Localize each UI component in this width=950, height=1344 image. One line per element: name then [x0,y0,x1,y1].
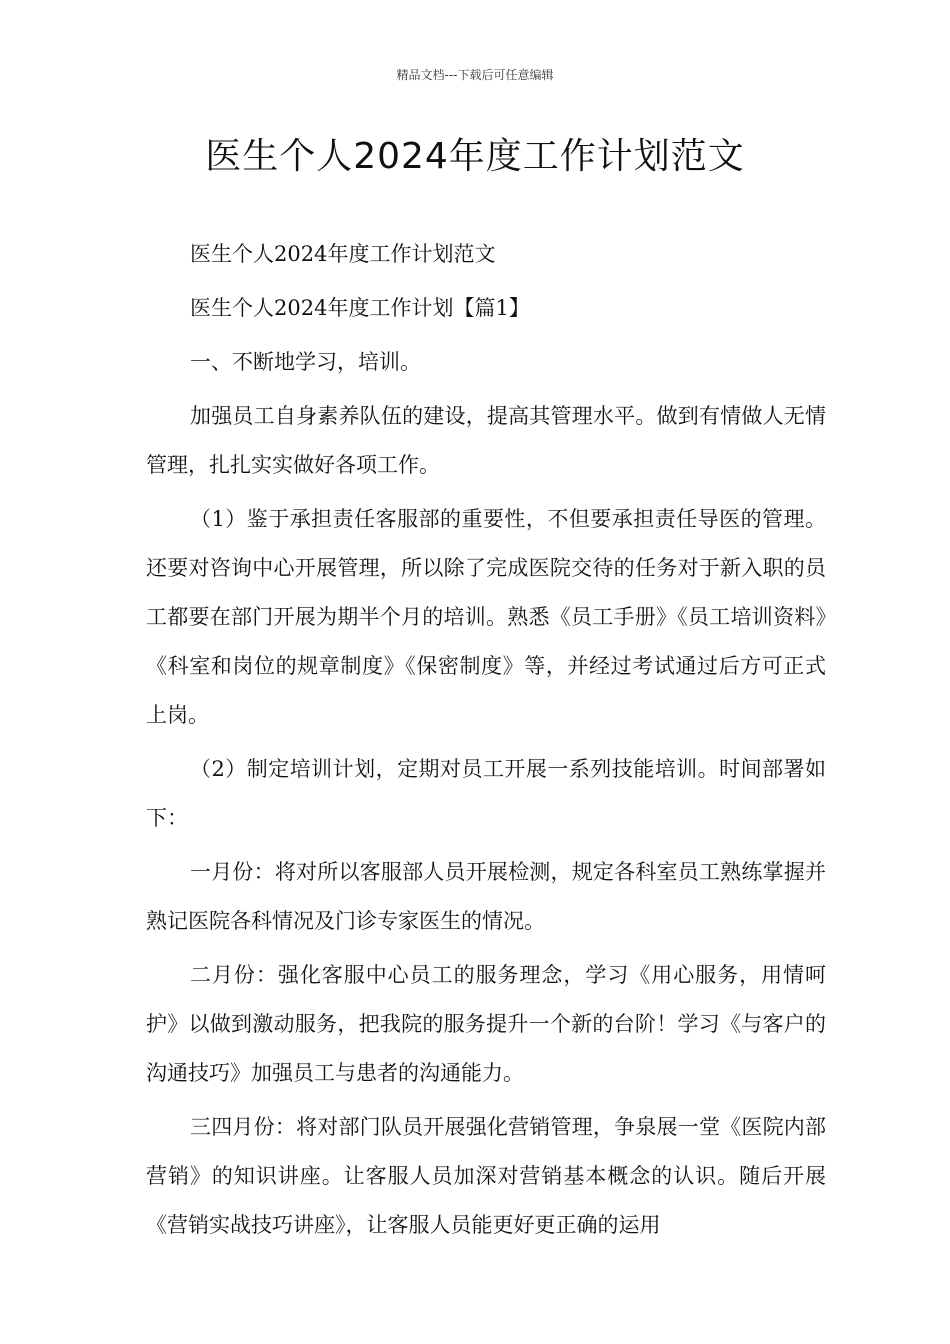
document-body [146,230,826,1255]
header-note: 精品文档---下载后可任意编辑 [396,68,554,82]
paragraph-body: （2）制定培训计划，定期对员工开展一系列技能培训。时间部署如下： [146,757,826,830]
paragraph-item-heading: 一、不断地学习，培训。 [190,350,421,374]
paragraph-section-heading: 医生个人2024年度工作计划【篇1】 [190,296,530,320]
paragraph-body: 三四月份：将对部门队员开展强化营销管理，争泉展一堂《医院内部营销》的知识讲座。让客服人员加深对营销基本概念的认识。随后开展《营销实战技巧讲座》，让客服人员能更好更正确的运用 [146,1115,826,1237]
document-title: 医生个人2024年度工作计划范文 [205,136,745,177]
paragraph-body: 二月份：强化客服中心员工的服务理念，学习《用心服务，用情呵护》以做到激动服务，把我院的服务提升一个新的台阶！学习《与客户的沟通技巧》加强员工与患者的沟通能力。 [146,963,826,1085]
paragraph-subtitle: 医生个人2024年度工作计划范文 [190,242,496,266]
paragraph-body: 加强员工自身素养队伍的建设，提高其管理水平。做到有情做人无情管理，扎扎实实做好各项工作。 [146,404,826,477]
paragraph-body: 一月份：将对所以客服部人员开展检测，规定各科室员工熟练掌握并熟记医院各科情况及门诊专家医生的情况。 [146,860,826,933]
paragraph-body: （1）鉴于承担责任客服部的重要性，不但要承担责任导医的管理。还要对咨询中心开展管理，所以除了完成医院交待的任务对于新入职的员工都要在部门开展为期半个月的培训。熟悉《员工手册》《员工培训资料》《科室和岗位的规章制度》《保密制度》等，并经过考试通过后方可正式上岗。 [146,507,826,727]
